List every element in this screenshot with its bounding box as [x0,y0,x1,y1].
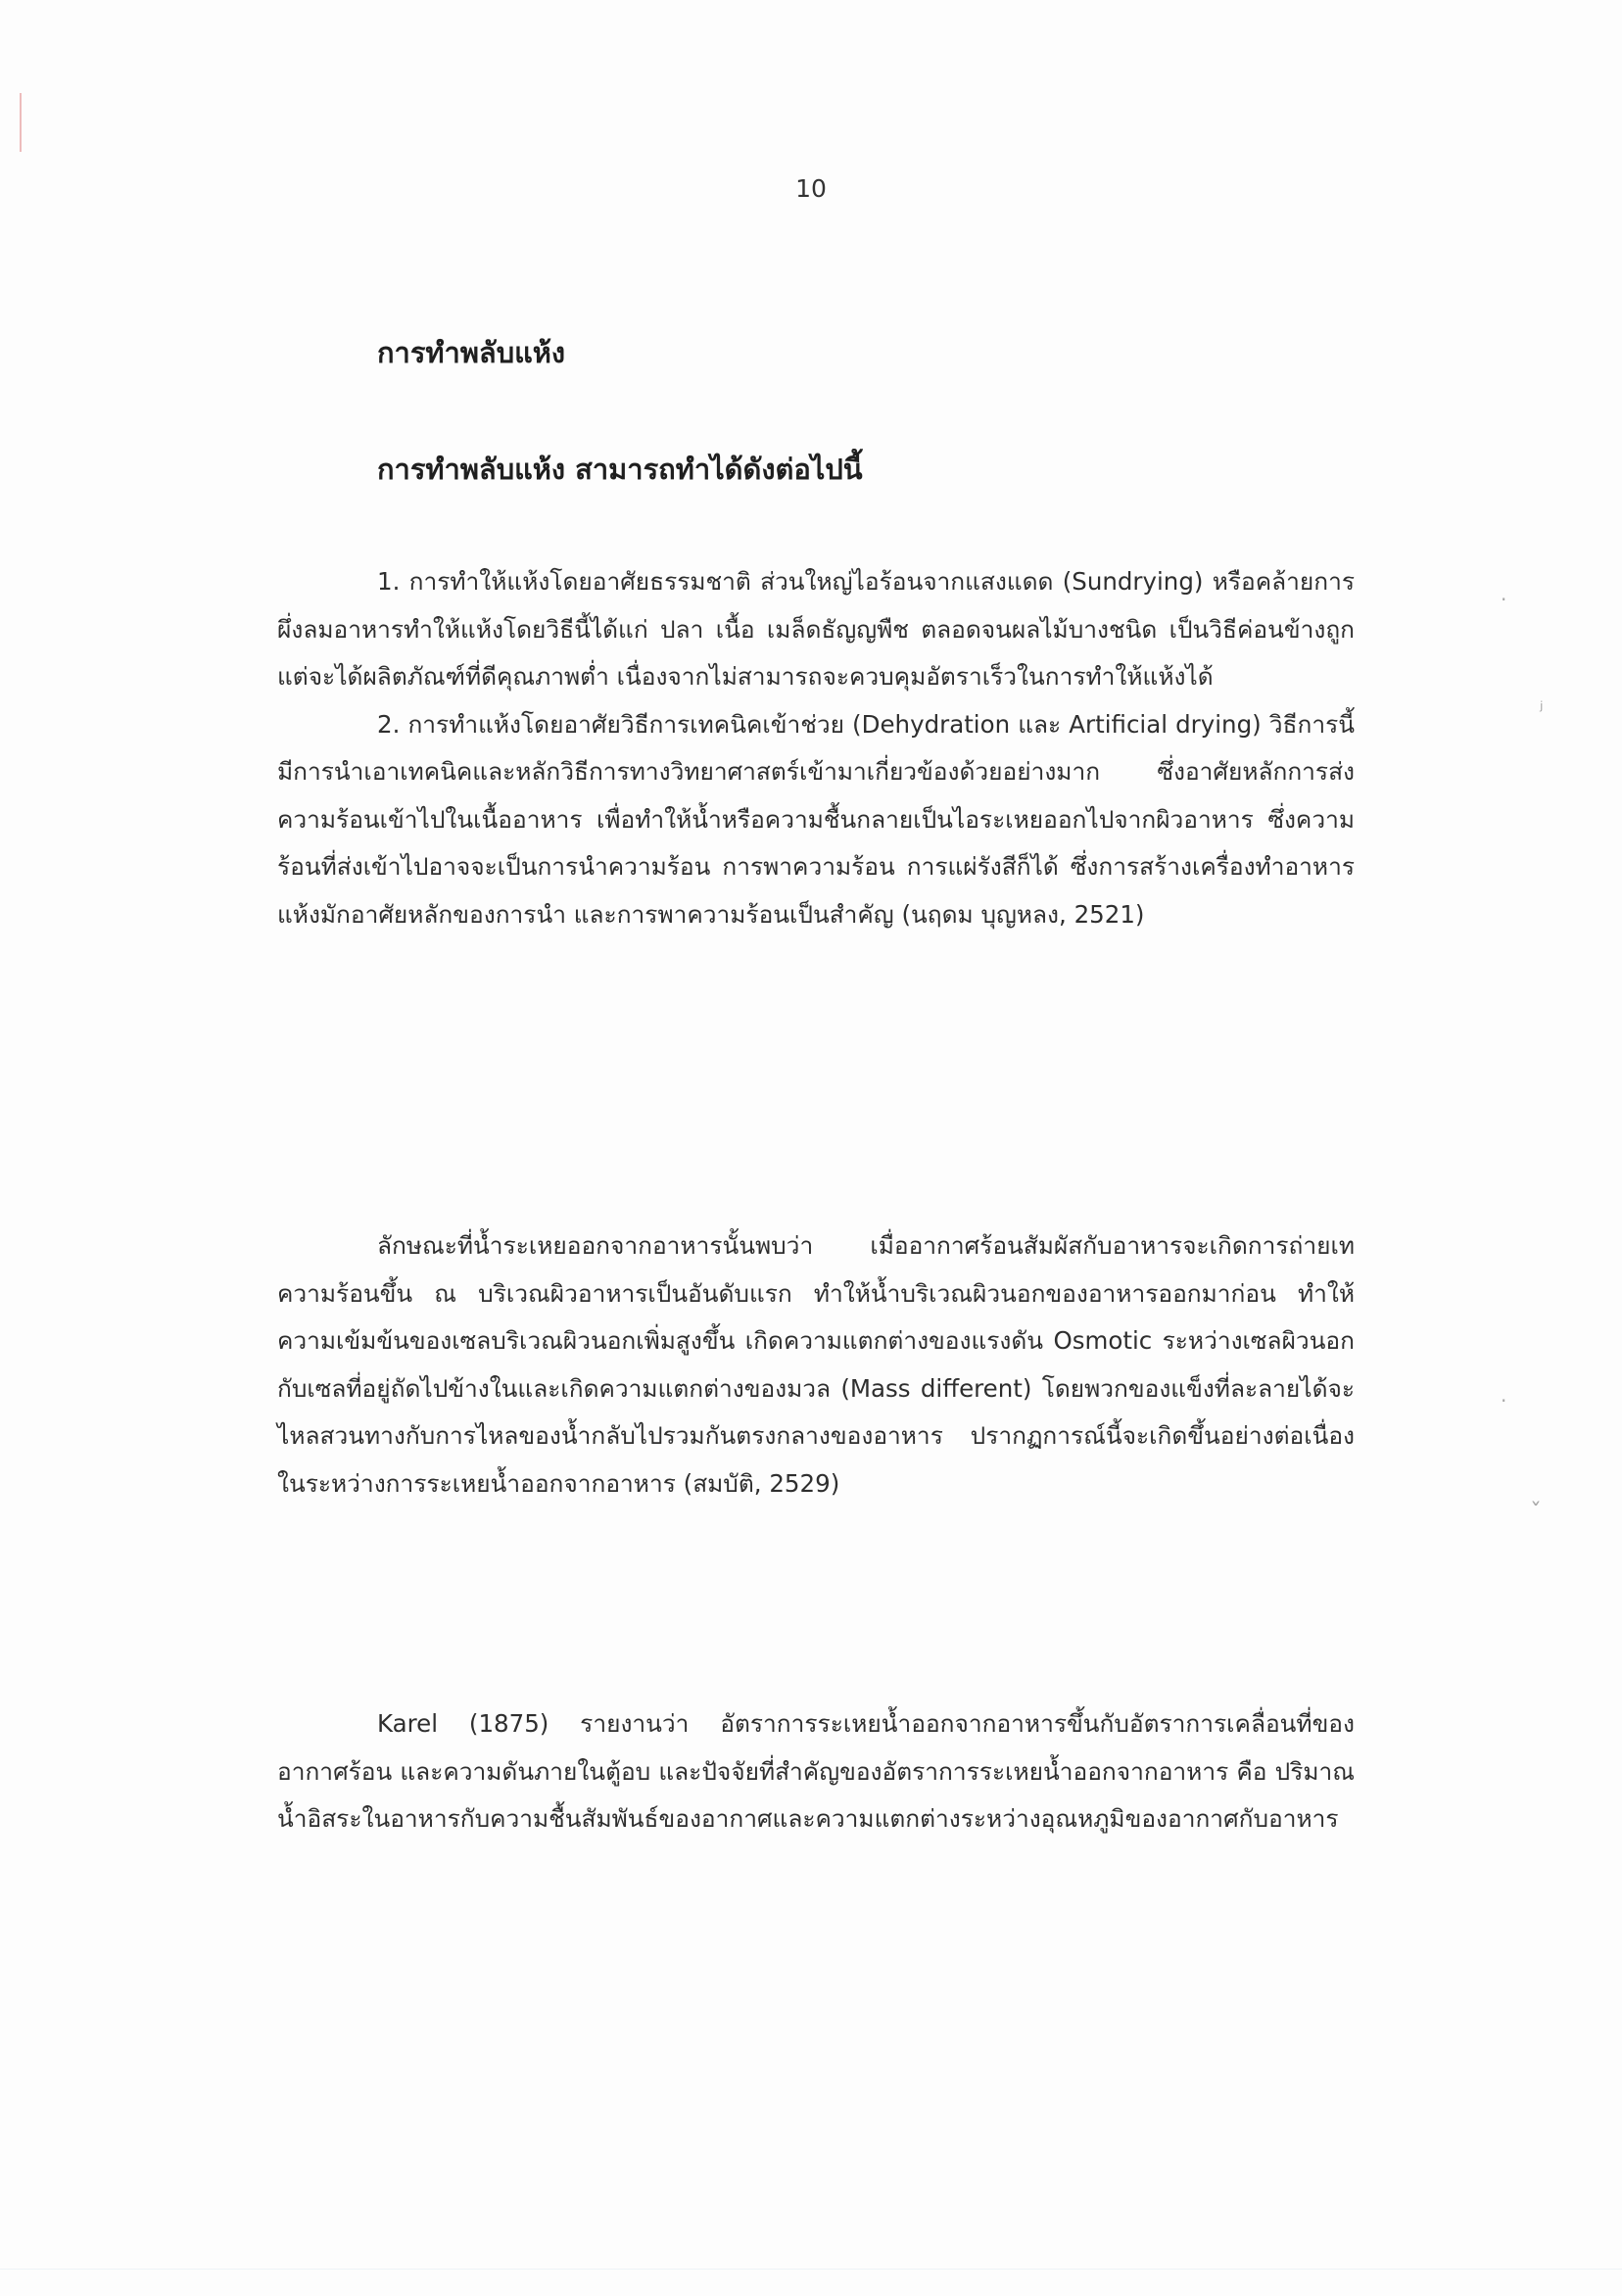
karel-text-block [277,1700,1355,1843]
scan-speck: ʲ [1540,697,1544,721]
scan-edge-line [0,2269,1622,2270]
methods-text-block [277,558,1355,938]
paragraph-natural-drying: 1. การทำให้แห้งโดยอาศัยธรรมชาติ ส่วนใหญ่ไอร้อนจากแสงแดด (Sundrying) หรือคล้ายการผึ่งลมอาหารทำให้แห้งโดยวิธีนี้ได้แก่ ปลา เนื้อ เมล็ดธัญญพืช ตลอดจนผลไม้บางชนิด เป็นวิธีค่อนข้างถูก แต่จะได้ผลิตภัณฑ์ที่ดีคุณภาพต่ำ เนื่องจากไม่สามารถจะควบคุมอัตราเร็วในการทำให้แห้งได้ [277,567,1355,691]
evaporation-text-block [277,1222,1355,1507]
scan-speck: ˇ [1530,1499,1542,1526]
paragraph-karel-report: Karel (1875) รายงานว่า อัตราการระเหยน้ำออกจากอาหารขึ้นกับอัตราการเคลื่อนที่ของอากาศร้อน และความดันภายในตู้อบ และปัจจัยที่สำคัญของอัตราการระเหยน้ำออกจากอาหาร คือ ปริมาณน้ำอิสระในอาหารกับความชื้นสัมพันธ์ของอากาศและความแตกต่างระหว่างอุณหภูมิของอากาศกับอาหาร [277,1709,1355,1833]
paragraph-evaporation-process: ลักษณะที่น้ำระเหยออกจากอาหารนั้นพบว่า เมื่ออากาศร้อนสัมผัสกับอาหารจะเกิดการถ่ายเทความร้อนขึ้น ณ บริเวณผิวอาหารเป็นอันดับแรก ทำให้น้ำบริเวณผิวนอกของอาหารออกมาก่อน ทำให้ความเข้มข้นของเซลบริเวณผิวนอกเพิ่มสูงขึ้น เกิดความแตกต่างของแรงดัน Osmotic ระหว่างเซลผิวนอกกับเซลที่อยู่ถัดไปข้างในและเกิดความแตกต่างของมวล (Mass different) โดยพวกของแข็งที่ละลายได้จะไหลสวนทางกับการไหลของน้ำกลับไปรวมกันตรงกลางของอาหาร ปรากฏการณ์นี้จะเกิดขึ้นอย่างต่อเนื่องในระหว่างการระเหยน้ำออกจากอาหาร (สมบัติ, 2529) [277,1231,1355,1498]
page-number: 10 [795,174,827,203]
scan-speck: · [1501,588,1507,611]
paragraph-artificial-drying: 2. การทำแห้งโดยอาศัยวิธีการเทคนิคเข้าช่วย (Dehydration และ Artificial drying) วิธีการนี้มีการนำเอาเทคนิคและหลักวิธีการทางวิทยาศาสตร์เข้ามาเกี่ยวข้องด้วยอย่างมาก ซึ่งอาศัยหลักการส่งความร้อนเข้าไปในเนื้ออาหาร เพื่อทำให้น้ำหรือความชื้นกลายเป็นไอระเหยออกไปจากผิวอาหาร ซึ่งความร้อนที่ส่งเข้าไปอาจจะเป็นการนำความร้อน การพาความร้อน การแผ่รังสีก็ได้ ซึ่งการสร้างเครื่องทำอาหารแห้งมักอาศัยหลักของการนำ และการพาความร้อนเป็นสำคัญ (นฤดม บุญหลง, 2521) [277,709,1355,929]
subsection-heading: การทำพลับแห้ง สามารถทำได้ดังต่อไปนี้ [377,453,863,486]
section-heading: การทำพลับแห้ง [377,336,566,369]
scan-speck: · [1501,1389,1507,1412]
scan-artifact [20,93,22,152]
